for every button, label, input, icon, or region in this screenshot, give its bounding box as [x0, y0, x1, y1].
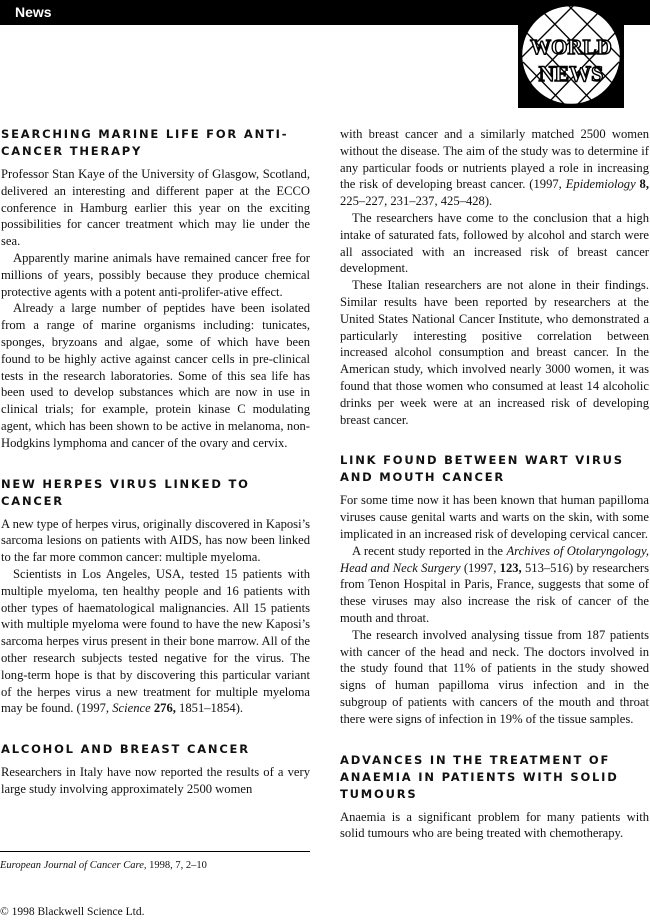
article-heading-alcohol: ALCOHOL AND BREAST CANCER	[1, 742, 250, 757]
world-news-logo	[518, 2, 624, 108]
logo-text-news: NEWS	[538, 61, 604, 86]
article-heading-anaemia: ADVANCES IN THE TREATMENT OF ANAEMIA IN PATIENTS WITH SOLID TUMOURS	[340, 752, 619, 801]
paragraph: Scientists in Los Angeles, USA, tested 15 patients with multiple myeloma, ten healthy people and 16 patients with other types of haematological malignancies. All 15 patients with multiple myeloma were found to have the new Kaposi’s sarcoma herpes virus present in their bone marrow. All of the other research subjects tested negative for the virus. The long-term hope is that by discovering this particular variant of the herpes virus a new treatment for multiple myeloma may be found. (1997, Science 276, 1851–1854).	[1, 566, 310, 716]
right-column	[340, 126, 649, 842]
paragraph: Apparently marine animals have remained cancer free for millions of years, possibly because they produce chemical protective agents with a potent anti-prolifer-ative effect.	[1, 250, 310, 299]
paragraph: Professor Stan Kaye of the University of Glasgow, Scotland, delivered an interesting and different paper at the ECCO conference in Hamburg earlier this year on the exciting possibilities for cancer treatment which may lie under the sea.	[1, 167, 310, 249]
paragraph: with breast cancer and a similarly matched 2500 women without the disease. The aim of the study was to determine if any particular foods or nutrients played a role in increasing the risk of developing breast cancer. (1997, Epidemiology 8, 225–227, 231–237, 425–428).	[340, 127, 649, 209]
journal-name: Archives of Otolaryngology, Head and Neck Surgery	[340, 543, 649, 575]
copyright-notice: © 1998 Blackwell Science Ltd.	[0, 906, 145, 918]
footnote-divider	[0, 851, 310, 852]
paragraph: The research involved analysing tissue from 187 patients with cancer of the head and neck. The doctors involved in the study found that 11% of patients in the study showed signs of human papilloma virus infection and in the subgroup of patients with cancers of the mouth and throat there were signs of infection in 19% of the tissue samples.	[340, 627, 649, 726]
volume-number: 276,	[153, 701, 176, 716]
paragraph: For some time now it has been known that human papilloma viruses cause genital warts and warts on the skin, with some implicated in an increased risk of developing cervical cancer.	[340, 493, 649, 541]
journal-name: Epidemiology	[565, 177, 636, 192]
article-heading-herpes: NEW HERPES VIRUS LINKED TO CANCER	[1, 476, 250, 508]
journal-name: Science	[112, 701, 151, 716]
paragraph: Already a large number of peptides have been isolated from a range of marine organisms including: tunicates, sponges, bryzoans and algae, some of which have been found to be highly active against cancer cells in pre-clinical tests in the research laboratories. Some of this sea life has been used to develop substances which are now in use in clinical trials; for example, protein kinase C modulating agent, which has been shown to be active in melanoma, non-Hodgkins lymphoma and cancer of the ovary and cervix.	[1, 301, 310, 450]
article-heading-wart: LINK FOUND BETWEEN WART VIRUS AND MOUTH CANCER	[340, 453, 624, 485]
paragraph: These Italian researchers are not alone in their findings. Similar results have been reported by researchers at the United States National Cancer Institute, who demonstrated a particularly interesting positive correlation between increased alcohol consumption and breast cancer. In the American study, which involved nearly 3000 women, it was found that those women who consumed at least 14 alcoholic drinks per week were at an increased risk of developing breast cancer.	[340, 278, 649, 427]
paragraph: The researchers have come to the conclusion that a high intake of saturated fats, followed by alcohol and starch were all associated with an increased risk of breast cancer development.	[340, 210, 649, 276]
logo-text-world: WORLD	[530, 35, 612, 59]
paragraph: Anaemia is a significant problem for many patients with solid tumours who are being treated with chemotherapy.	[340, 809, 649, 841]
left-column	[1, 126, 310, 798]
article-heading-marine: SEARCHING MARINE LIFE FOR ANTI-CANCER THERAPY	[1, 127, 289, 158]
paragraph: A new type of herpes virus, originally discovered in Kaposi’s sarcoma lesions on patients with AIDS, has now been linked to the far more common cancer: multiple myeloma.	[1, 516, 310, 565]
volume-number: 8,	[639, 177, 649, 192]
world-news-globe-icon	[518, 2, 624, 108]
section-label: News	[15, 4, 52, 20]
paragraph: Researchers in Italy have now reported the results of a very large study involving approximately 2500 women	[1, 765, 310, 796]
journal-citation: European Journal of Cancer Care, 1998, 7, 2–10	[0, 860, 207, 871]
volume-number: 123,	[499, 560, 522, 575]
paragraph: A recent study reported in the Archives of Otolaryngology, Head and Neck Surgery (1997, 123, 513–516) by researchers from Tenon Hospital in Paris, France, suggests that some of these viruses may also increase the risk of cancer of the mouth and throat.	[340, 543, 649, 625]
